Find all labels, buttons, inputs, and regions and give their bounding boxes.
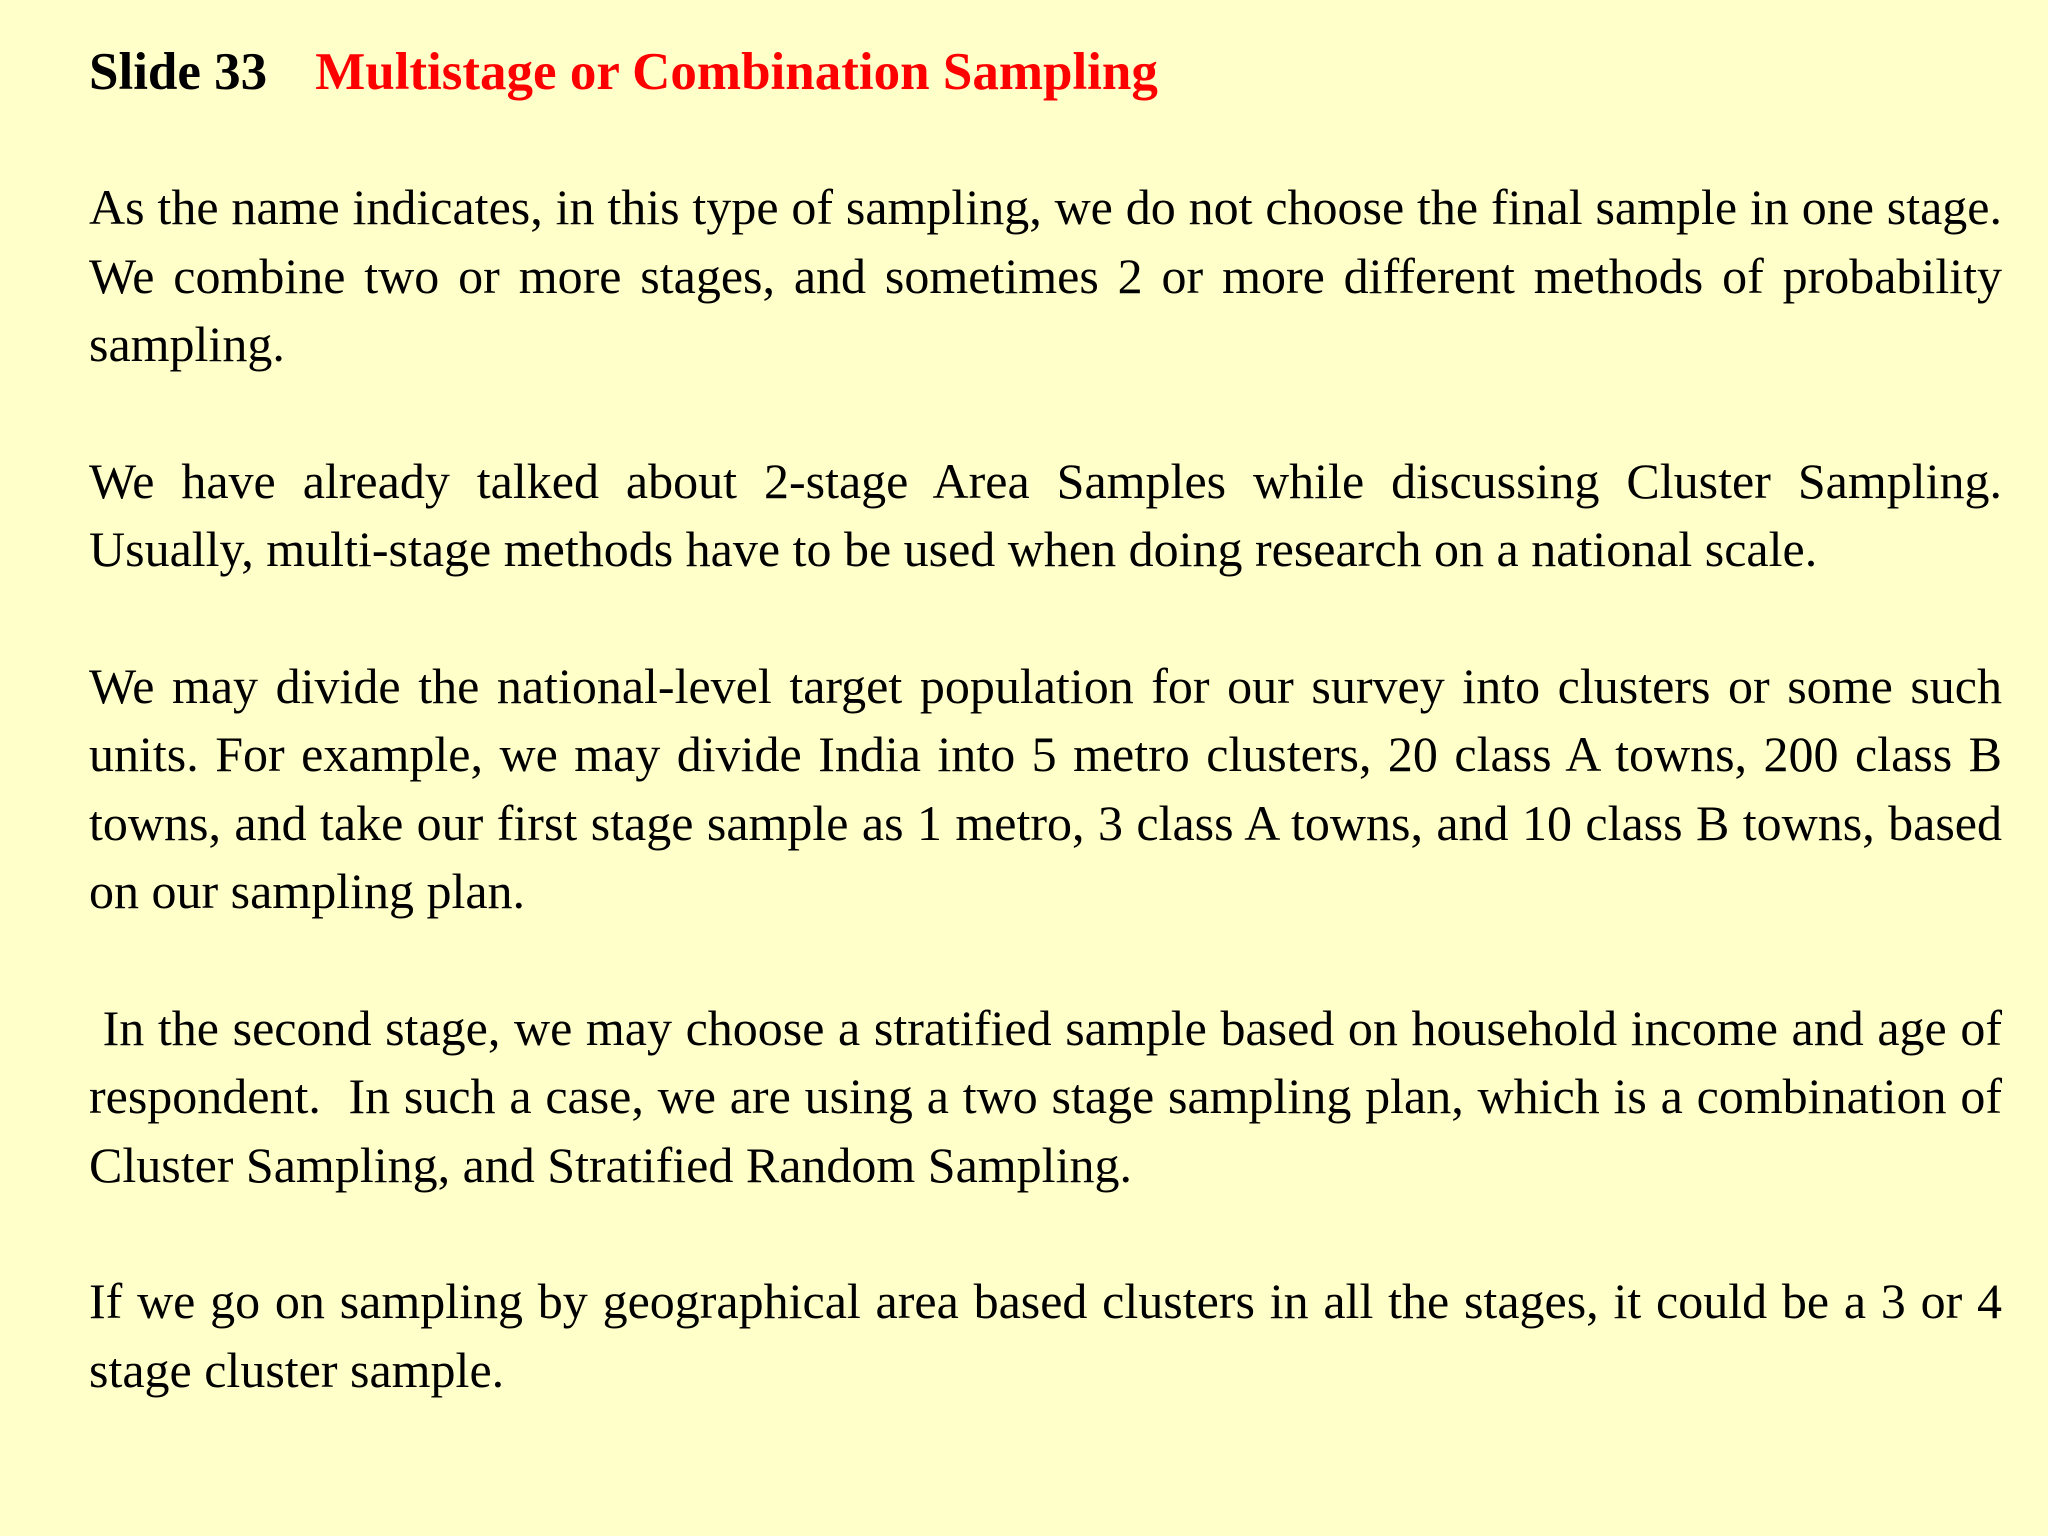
paragraph-intro: As the name indicates, in this type of sampling, we do not choose the final sample in one stage. We combine two or more stages, and sometimes 2 or more different methods of probability sampling.	[89, 179, 2002, 372]
paragraph-area-samples: We have already talked about 2-stage Area Samples while discussing Cluster Sampling. Usually, multi-stage methods have to be used when doing research on a national scale.	[89, 452, 2002, 577]
paragraph-geographic-clusters: If we go on sampling by geographical area based clusters in all the stages, it could be a 3 or 4 stage cluster sample.	[89, 1273, 2002, 1398]
slide-title: Multistage or Combination Sampling	[315, 43, 1158, 101]
paragraph-national-clusters: We may divide the national-level target population for our survey into clusters or some such units. For example, we may divide India into 5 metro clusters, 20 class A towns, 200 class B towns, and take our first stage sample as 1 metro, 3 class A towns, and 10 class B towns, based on our sampling plan.	[89, 657, 2002, 919]
slide-body	[89, 173, 2015, 1404]
paragraph-second-stage: In the second stage, we may choose a stratified sample based on household income and age of respondent. In such a case, we are using a two stage sampling plan, which is a combination of Cluster Sampling, and Stratified Random Sampling.	[89, 999, 2015, 1193]
slide-number-label: Slide 33	[89, 43, 268, 101]
slide-header	[89, 36, 2002, 108]
